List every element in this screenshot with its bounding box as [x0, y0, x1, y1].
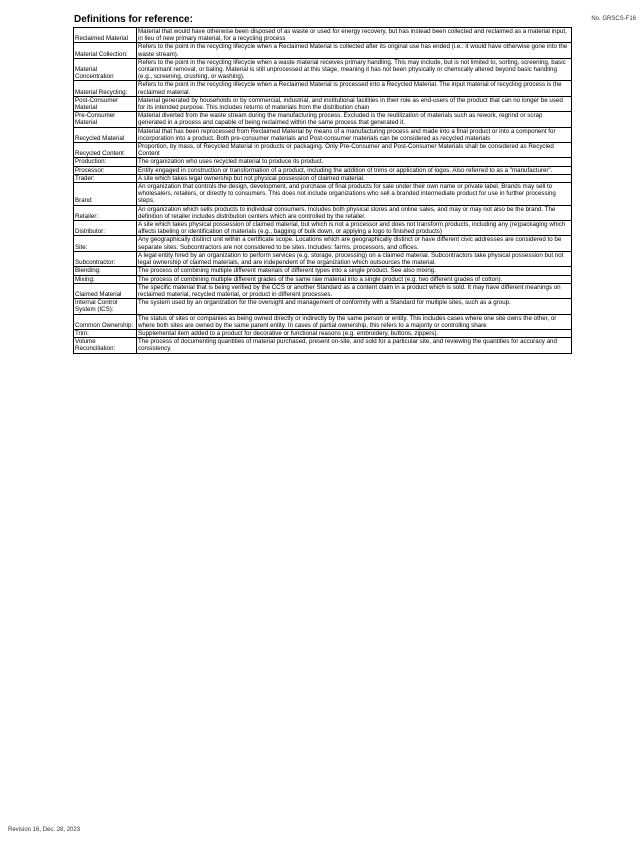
table-row: [74, 166, 572, 174]
table-row: [74, 299, 572, 314]
table-row: [74, 127, 572, 142]
definition-term: Distributor:: [74, 221, 137, 236]
table-row: [74, 221, 572, 236]
revision-note: Revision 16, Dec. 28, 2023: [8, 827, 81, 833]
table-row: [74, 81, 572, 96]
table-row: [74, 236, 572, 251]
definition-text: An organization which sells products to individual consumers. Includes both physical stores and online sales, and may or may not also be the brand. The definition of retailer includes distribution centers which are controlled by the retailer.: [137, 205, 572, 220]
definition-text: Entity engaged in construction or transformation of a product, including the addition of trims or application of logos. Also referred to as a "manufacturer".: [137, 166, 572, 174]
definition-term: Common Ownership:: [74, 314, 137, 329]
definition-term: Trader:: [74, 174, 137, 182]
table-row: [74, 267, 572, 275]
definition-text: The process of combining multiple different materials of different types into a single product. See also mixing.: [137, 267, 572, 275]
definition-term: Volume Reconciliation:: [74, 338, 137, 353]
definition-term: Recycled Material: [74, 127, 137, 142]
definition-term: Production:: [74, 158, 137, 166]
definition-text: A legal entity hired by an organization to perform services (e.g. storage, processing) on a claimed material. Subcontractors take physical possession but not legal ownership of claimed materials, and are independent of the organization which outsources the material.: [137, 251, 572, 266]
definition-text: An organization that controls the design, development, and purchase of final products for sale under their own name or private label. Brands may sell to wholesalers, retailers, or directly to consumers. This does not include organizations who sell a branded intermediate product for use in further processing steps.: [137, 183, 572, 206]
definition-term: Brand: [74, 183, 137, 206]
table-row: [74, 158, 572, 166]
definition-term: Site:: [74, 236, 137, 251]
definition-text: Any geographically distinct unit within a certificate scope. Locations which are geographically distinct or have different civic addresses are considered to be separate sites. Subcontractors are not considered to be sites. Includes: farms, processors, and offices.: [137, 236, 572, 251]
definition-term: Material Collection:: [74, 43, 137, 58]
definition-term: Material Recycling:: [74, 81, 137, 96]
document-number: No. GRSCS-F16: [591, 16, 636, 22]
definition-term: Mixing:: [74, 275, 137, 283]
table-row: [74, 112, 572, 127]
definition-text: Refers to the point in the recycling lifecycle when a waste material receives primary handling. This may include, but is not limited to, sorting, screening, basic contaminant removal, or baling. Material is still unprocessed at this stage, meaning it has not been physically or chemically altered beyond basic handling (e.g., screening, crushing, or washing).: [137, 58, 572, 81]
table-row: [74, 314, 572, 329]
table-row: [74, 338, 572, 353]
definition-term: Reclaimed Material: [74, 28, 137, 43]
definition-term: Retailer:: [74, 205, 137, 220]
definition-term: Material Concentration: [74, 58, 137, 81]
table-row: [74, 251, 572, 266]
table-row: [74, 205, 572, 220]
definition-term: Trim:: [74, 329, 137, 337]
table-row: [74, 174, 572, 182]
definition-text: Material generated by households or by commercial, industrial, and institutional facilities in their role as end-users of the product that can no longer be used for its intended purpose. This includes returns of materials from the distribution chain: [137, 96, 572, 111]
definition-text: Refers to the point in the recycling lifecycle when a Reclaimed Material is collected after its original use has ended (i.e.: it would have otherwise gone into the waste stream).: [137, 43, 572, 58]
definition-text: The status of sites or companies as being owned directly or indirectly by the same person or entity. This includes cases where one site owns the other, or where both sites are owned by the same parent entity. In cases of partial ownership, this refers to a majority or controlling share: [137, 314, 572, 329]
definition-term: Blending:: [74, 267, 137, 275]
definition-text: The organization who uses recycled material to produce its product.: [137, 158, 572, 166]
definition-text: The system used by an organization for the oversight and management of conformity with a Standard for multiple sites, such as a group.: [137, 299, 572, 314]
definition-text: Supplemental item added to a product for decorative or functional reasons (e.g. embroidery, buttons, zippers).: [137, 329, 572, 337]
definition-term: Recycled Content: [74, 143, 137, 158]
table-row: [74, 329, 572, 337]
table-row: [74, 283, 572, 298]
definition-text: Material that has been reprocessed from Reclaimed Material by means of a manufacturing process and made into a final product or into a component for incorporation into a product. Both pre-consumer materials and Post-consumer materials can be considered as recycled materials: [137, 127, 572, 142]
definition-text: Material diverted from the waste stream during the manufacturing process. Excluded is the reutilization of materials such as rework, regrind or scrap generated in a process and capable of being reclaimed within the same process that generated it.: [137, 112, 572, 127]
definition-text: The specific material that is being verified by the CCS or another Standard as a content claim in a product which is sold. It may have different meanings on reclaimed material, recycled material, or product in different processes.: [137, 283, 572, 298]
page-title: Definitions for reference:: [74, 14, 193, 25]
table-row: [74, 275, 572, 283]
definition-term: Processor:: [74, 166, 137, 174]
definition-term: Post-Consumer Material: [74, 96, 137, 111]
definition-text: A site which takes legal ownership but not physical possession of claimed material.: [137, 174, 572, 182]
table-row: [74, 183, 572, 206]
table-row: [74, 143, 572, 158]
table-row: [74, 28, 572, 43]
definition-text: A site which takes physical possession of claimed material, but which is not a processor and does not transform products, including any (re)packaging which affects labeling or identification of materials (e.g., bagging of bulk down, or applying a logo to finished products): [137, 221, 572, 236]
definition-text: Refers to the point in the recycling lifecycle when a Reclaimed Material is processed into a Recycled Material. The input material of recycling process is the reclaimed material.: [137, 81, 572, 96]
definition-text: Material that would have otherwise been disposed of as waste or used for energy recovery, but has instead been collected and reclaimed as a material input, in lieu of new primary material, for a recycling process: [137, 28, 572, 43]
definition-term: Internal Control System (ICS):: [74, 299, 137, 314]
definition-text: The process of documenting quantities of material purchased, present on-site, and sold for a particular site, and reviewing the quantities for accuracy and consistency.: [137, 338, 572, 353]
definition-term: Subcontractor:: [74, 251, 137, 266]
table-row: [74, 58, 572, 81]
definition-text: The process of combining multiple different grades of the same raw material into a single product (e.g. two different grades of cotton).: [137, 275, 572, 283]
definition-text: Proportion, by mass, of Recycled Material in products or packaging. Only Pre-Consumer and Post-Consumer Materials shall be considered as Recycled Content: [137, 143, 572, 158]
table-row: [74, 43, 572, 58]
table-row: [74, 96, 572, 111]
definition-term: Claimed Material: [74, 283, 137, 298]
definitions-table: [73, 27, 572, 354]
definition-term: Pre-Consumer Material: [74, 112, 137, 127]
